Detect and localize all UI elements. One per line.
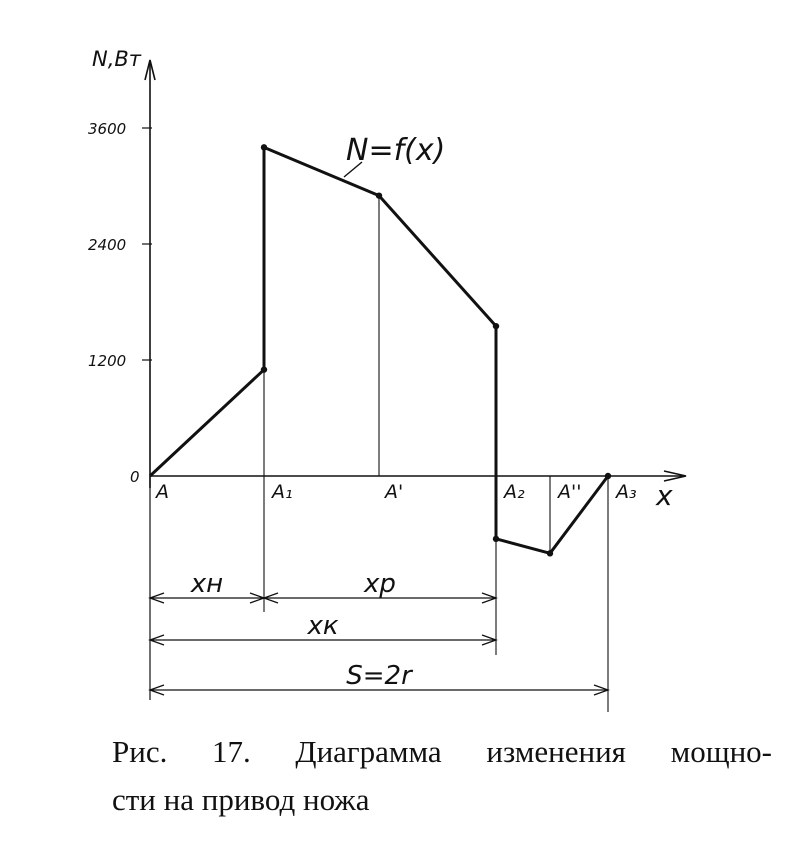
- data-point: [605, 473, 611, 479]
- vertical-guides: [150, 147, 608, 712]
- x-point-label: A'': [558, 481, 582, 503]
- data-point: [493, 323, 499, 329]
- dimension-label: xр: [364, 569, 396, 599]
- x-point-label: A: [156, 481, 169, 503]
- dimension-label: S=2r: [346, 661, 412, 691]
- x-axis-label: x: [656, 479, 673, 512]
- dimension-label: xн: [190, 569, 224, 599]
- y-tick-label: 2400: [88, 236, 127, 254]
- figure-caption: [112, 728, 772, 824]
- x-point-label: A₂: [504, 481, 525, 503]
- axes: [92, 47, 686, 512]
- data-point: [376, 192, 382, 198]
- data-point: [493, 536, 499, 542]
- caption-line-2: сти на привод ножа: [112, 782, 370, 817]
- dimension-label: xк: [307, 611, 339, 641]
- interval-dimensions: [150, 569, 608, 695]
- x-point-labels: [154, 481, 637, 503]
- data-point: [261, 144, 267, 150]
- y-ticks: [88, 120, 152, 486]
- x-point-label: A₁: [272, 481, 293, 503]
- x-point-label: A₃: [616, 481, 637, 503]
- y-tick-label: 3600: [88, 120, 127, 138]
- series-label: N=f(x): [346, 133, 446, 168]
- data-point: [261, 366, 267, 372]
- y-tick-label: 1200: [88, 352, 127, 370]
- data-point: [547, 550, 553, 556]
- y-tick-label: 0: [130, 468, 140, 486]
- y-axis-label: N,Вт: [92, 47, 142, 71]
- x-point-label: A': [385, 481, 404, 503]
- caption-line-1: Рис. 17. Диаграмма изменения мощно-: [112, 734, 772, 769]
- chart-labels: [344, 133, 445, 177]
